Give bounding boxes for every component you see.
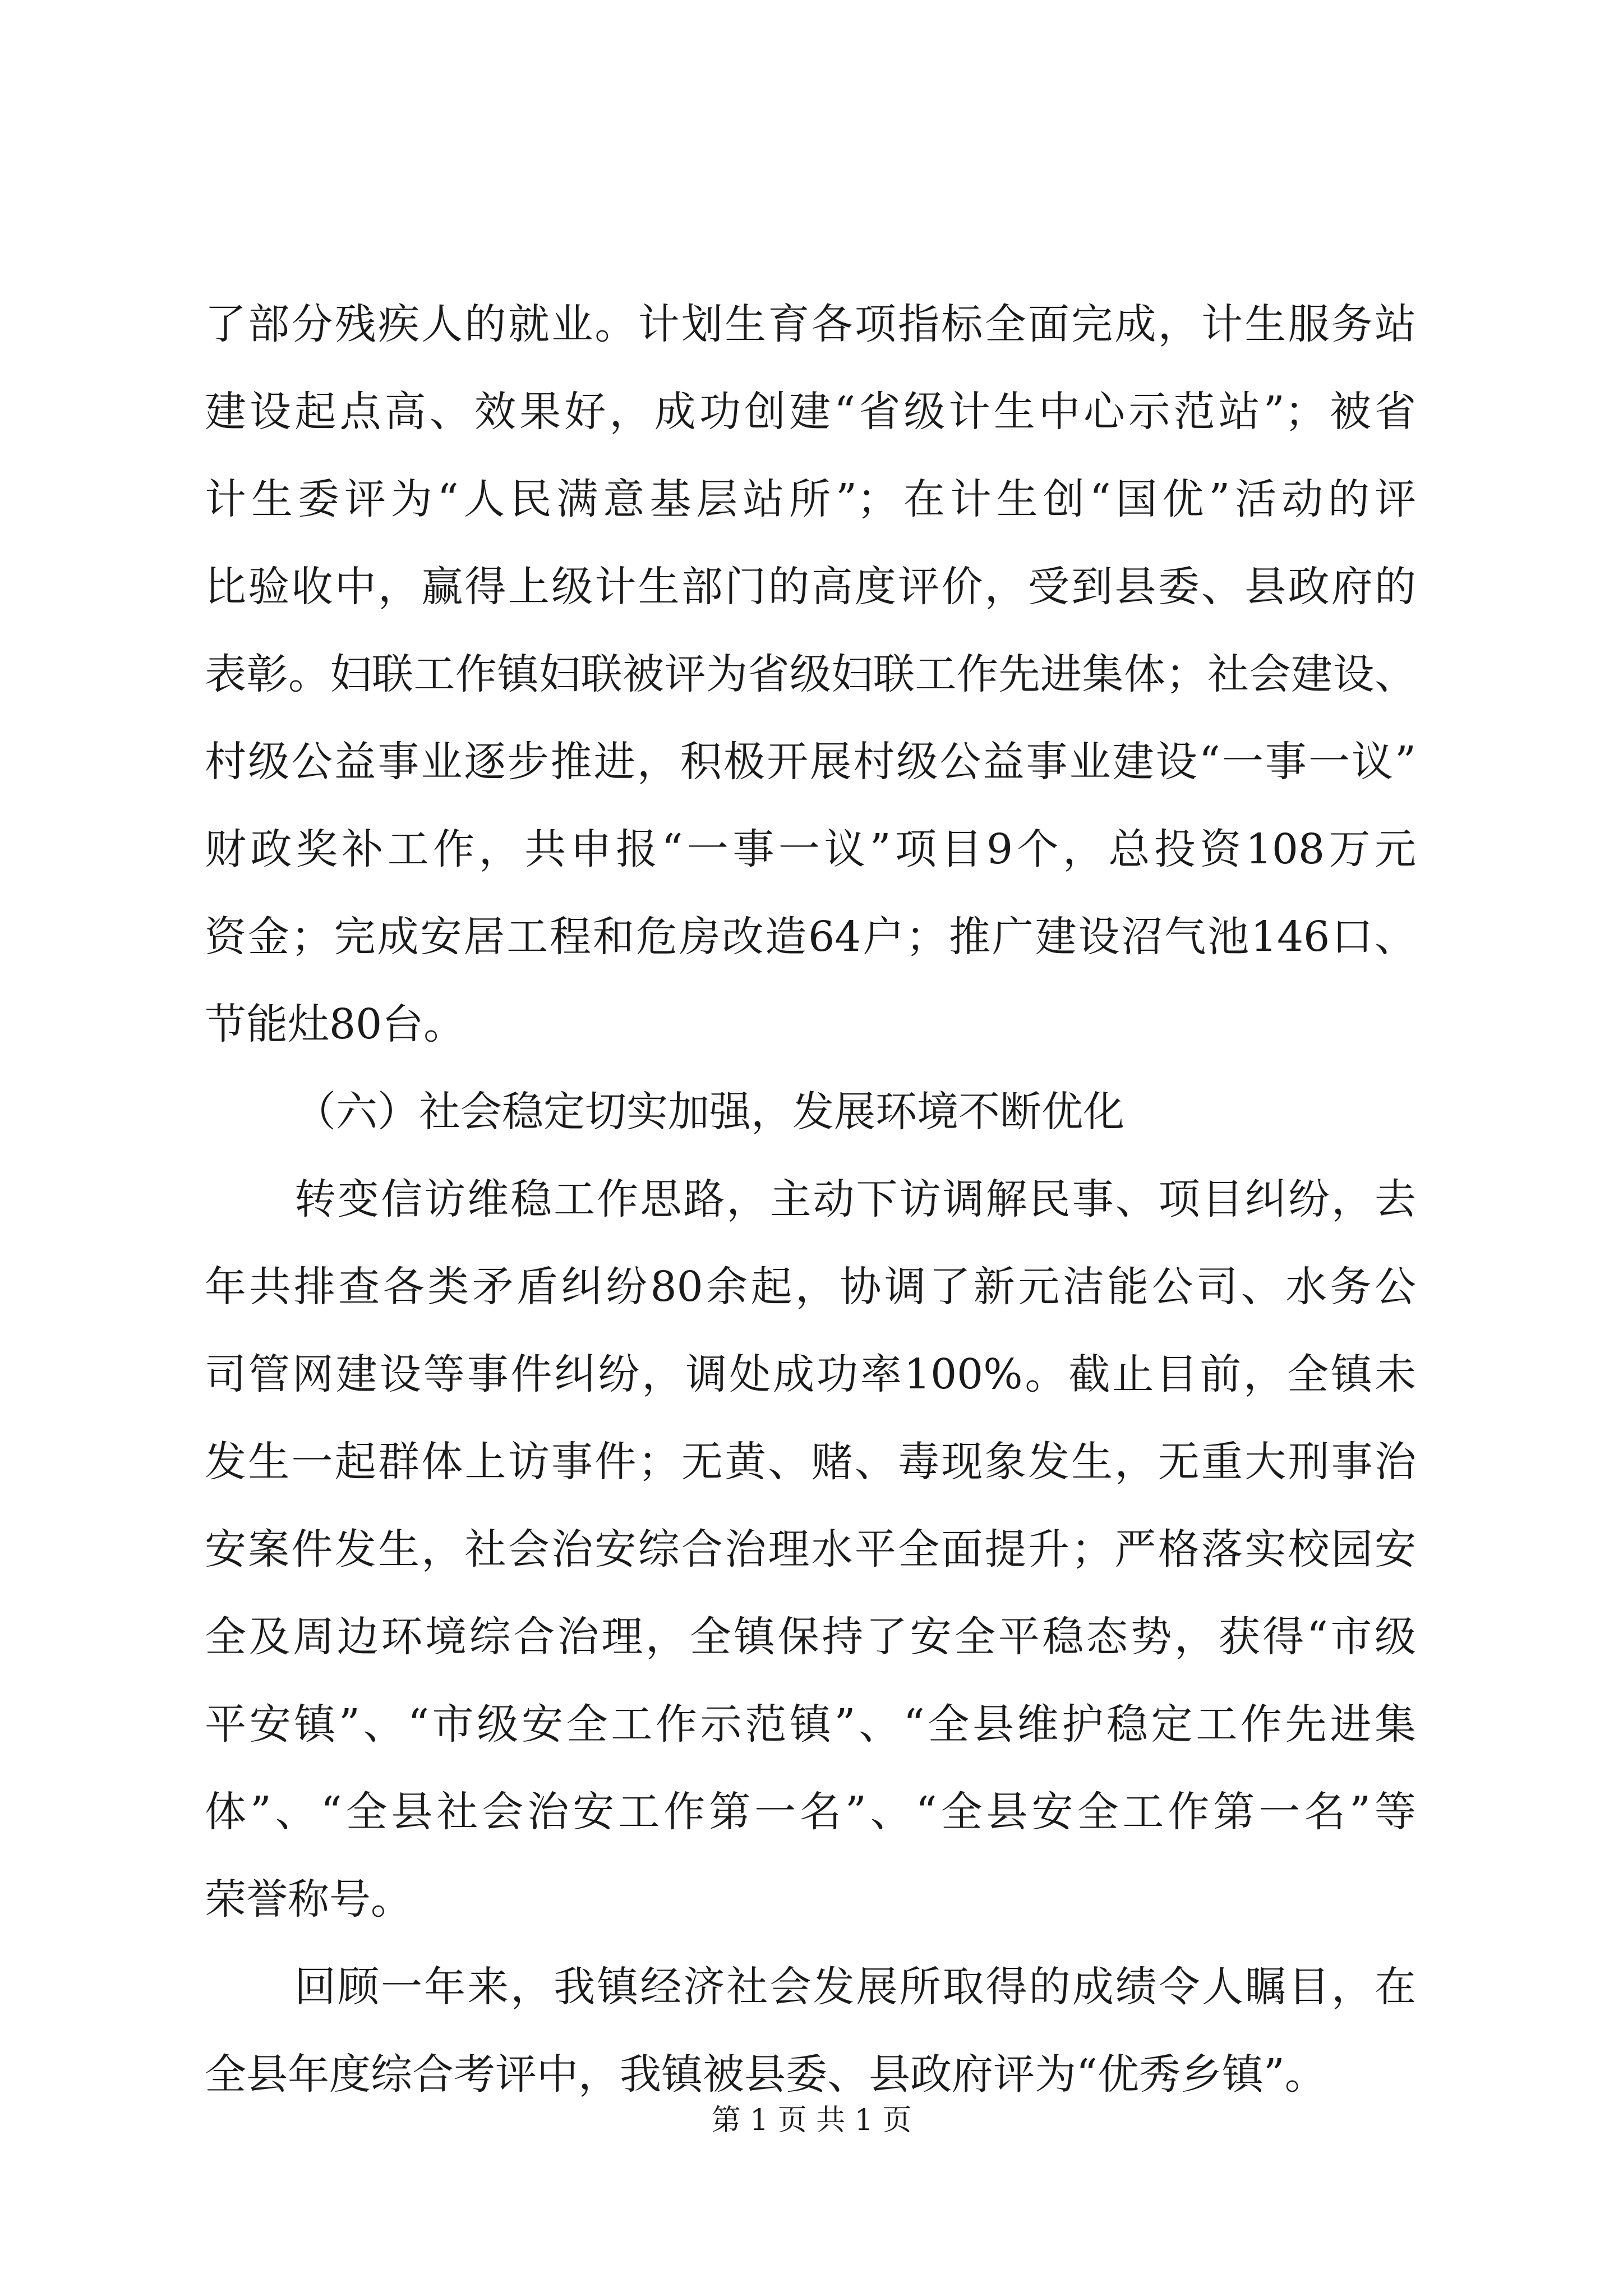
text-line: 了部分残疾人的就业。计划生育各项指标全面完成，计生服务站 (205, 300, 1416, 348)
text-line: 年共排查各类矛盾纠纷80余起，协调了新元洁能公司、水务公 (205, 1263, 1416, 1311)
text-line: 全及周边环境综合治理，全镇保持了安全平稳态势，获得“市级 (205, 1613, 1416, 1661)
paragraph-review (205, 1943, 1416, 2118)
text-line: 建设起点高、效果好，成功创建“省级计生中心示范站”；被省 (205, 388, 1416, 436)
heading-line: （六）社会稳定切实加强，发展环境不断优化 (294, 1088, 1124, 1136)
text-line: 财政奖补工作，共申报“一事一议”项目9个，总投资108万元 (205, 825, 1416, 873)
text-line: 司管网建设等事件纠纷，调处成功率100%。截止目前，全镇未 (205, 1350, 1416, 1398)
text-line: 转变信访维稳工作思路，主动下访调解民事、项目纠纷，去 (294, 1175, 1416, 1223)
text-line: 计生委评为“人民满意基层站所”；在计生创“国优”活动的评 (205, 475, 1416, 523)
paragraph-stability (205, 1156, 1416, 1943)
text-line: 发生一起群体上访事件；无黄、赌、毒现象发生，无重大刑事治 (205, 1438, 1416, 1486)
section-heading (205, 1068, 1416, 1156)
text-line: 节能灶80台。 (205, 1000, 465, 1048)
text-line: 回顾一年来，我镇经济社会发展所取得的成绩令人瞩目，在 (294, 1963, 1416, 2011)
text-line: 体”、“全县社会治安工作第一名”、“全县安全工作第一名”等 (205, 1788, 1416, 1836)
text-line: 平安镇”、“市级安全工作示范镇”、“全县维护稳定工作先进集 (205, 1700, 1416, 1749)
text-line: 全县年度综合考评中，我镇被县委、县政府评为“优秀乡镇”。 (205, 2050, 1326, 2099)
text-line: 比验收中，赢得上级计生部门的高度评价，受到县委、县政府的 (205, 563, 1416, 611)
document-body (205, 280, 1416, 2118)
text-line: 表彰。妇联工作镇妇联被评为省级妇联工作先进集体；社会建设、 (205, 650, 1416, 698)
text-line: 资金；完成安居工程和危房改造64户；推广建设沼气池146口、 (205, 913, 1416, 961)
text-line: 村级公益事业逐步推进，积极开展村级公益事业建设“一事一议” (205, 738, 1416, 786)
text-line: 荣誉称号。 (205, 1875, 412, 1924)
page-footer: 第 1 页 共 1 页 (711, 2104, 912, 2137)
paragraph-continuation (205, 280, 1416, 1068)
text-line: 安案件发生，社会治安综合治理水平全面提升；严格落实校园安 (205, 1525, 1416, 1573)
